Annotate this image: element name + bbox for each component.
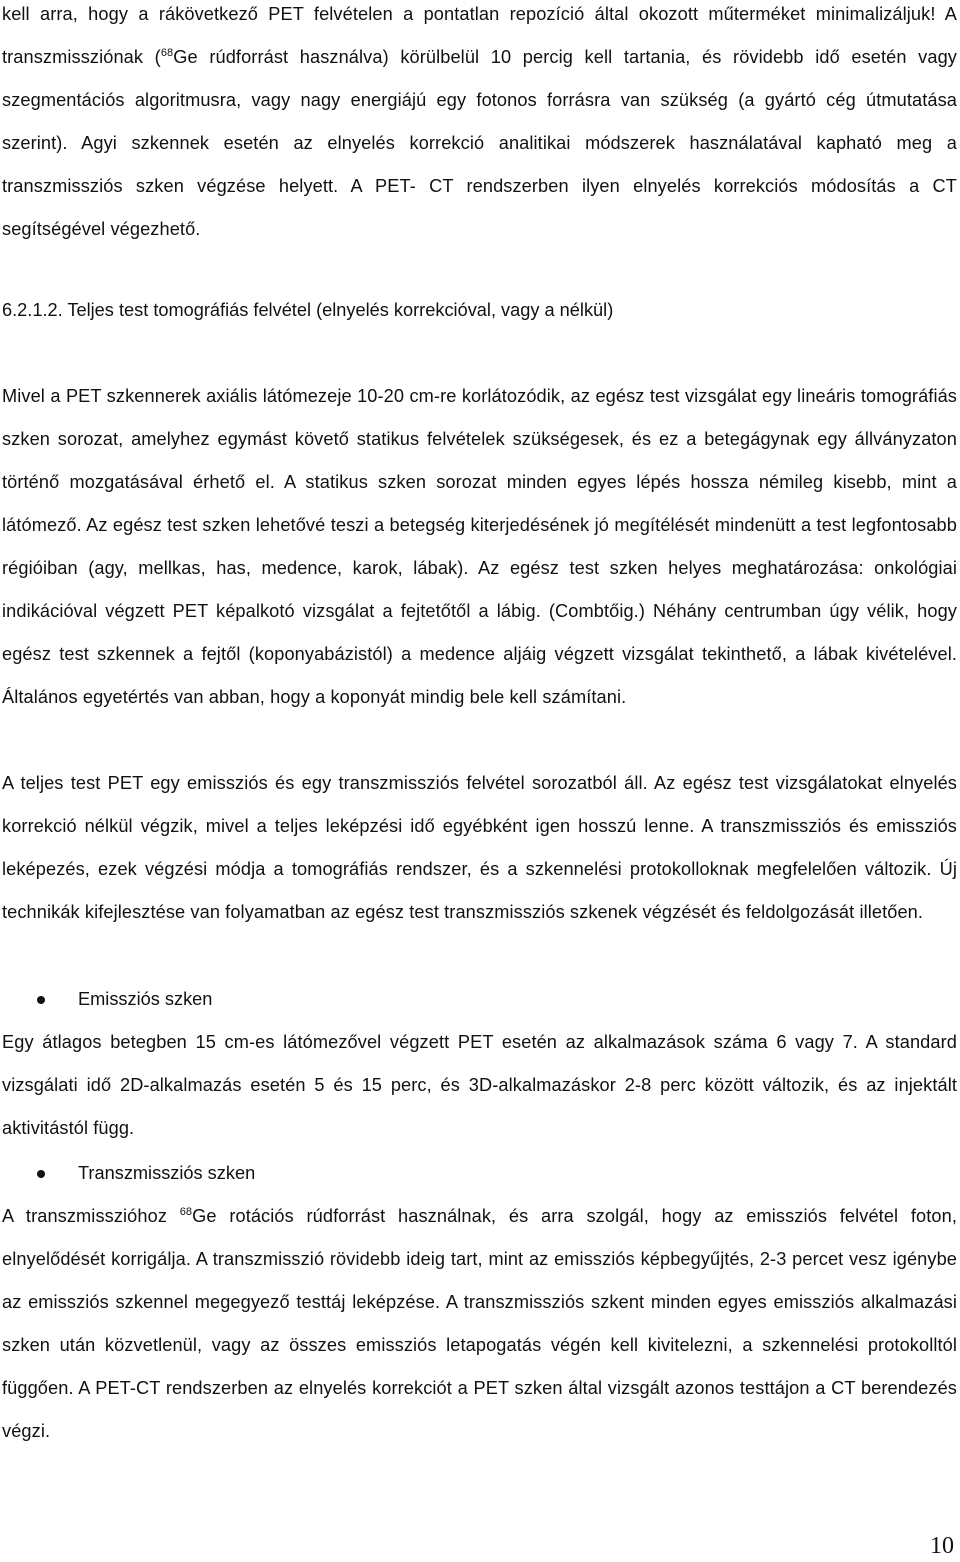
page-number: 10 [930, 1533, 954, 1559]
bullet-icon [37, 996, 45, 1004]
bullet-icon [37, 1170, 45, 1178]
bullet-label: Emissziós szken [78, 989, 213, 1009]
intro-text-2: Ge rúdforrást használva) körülbelül 10 percig kell tartania, és rövidebb idő esetén vagy szegmentációs algoritmusra, vagy nagy energiájú egy fotonos forrásra van szükség (a gyártó cég útmutatása szerint). Agyi szkennek esetén az elnyelés korrekció analitikai módszerek használatával kapható meg a transzmissziós szken végzése helyett. A PET- CT rendszerben ilyen elnyelés korrekciós módosítás a CT segítségével végezhető. [2, 47, 958, 239]
emission-transmission-paragraph: A teljes test PET egy emissziós és egy transzmissziós felvétel sorozatból áll. Az egész test vizsgálatokat elnyelés korrekció nélkül végzik, mivel a teljes leképzési idő egyébként igen hosszú lenne. A transzmissziós és emissziós leképezés, ezek végzési módja a tomográfiás rendszer, és a szkennelési protokolloknak megfelelően változik. Új technikák kifejlesztése van folyamatban az egész test transzmissziós szkenek végzését és feldolgozását illetően. [2, 773, 957, 922]
section-heading: 6.2.1.2. Teljes test tomográfiás felvétel (elnyelés korrekcióval, vagy a nélkül) [2, 300, 614, 320]
transmission-text-1: A transzmisszióhoz [2, 1206, 180, 1226]
transmission-text-2: Ge rotációs rúdforrást használnak, és arra szolgál, hogy az emissziós felvétel foton, elnyelődését korrigálja. A transzmisszió rövidebb ideig tart, mint az emissziós képbegyűjtés, 2-3 percet vesz igénybe az emissziós szkennel megegyező testtáj leképzése. A transzmissziós szkent minden egyes emissziós alkalmazási szken után közvetlenül, vagy az összes emissziós letapogatás végén kell kivitelezni, a szkennelési protokolltól függően. A PET-CT rendszerben az elnyelés korrekciót a PET szken által vizsgált azonos testtájon a CT berendezés végzi. [2, 1206, 957, 1441]
intro-paragraph [2, 0, 957, 251]
intro-superscript: 68 [160, 46, 174, 59]
transmission-superscript: 68 [179, 1205, 193, 1218]
transmission-paragraph [2, 1195, 957, 1453]
bullet-label: Transzmissziós szken [78, 1163, 256, 1183]
emission-paragraph: Egy átlagos betegben 15 cm-es látómezővel végzett PET esetén az alkalmazások száma 6 vagy 7. A standard vizsgálati idő 2D-alkalmazás esetén 5 és 15 perc, és 3D-alkalmazáskor 2-8 perc között változik, és az injektált aktivitástól függ. [2, 1032, 957, 1138]
whole-body-paragraph: Mivel a PET szkennerek axiális látómezeje 10-20 cm-re korlátozódik, az egész test vizsgálat egy lineáris tomográfiás szken sorozat, amelyhez egymást követő statikus felvételek szükségesek, és ez a betegágynak egy állványzaton történő mozgatásával érhető el. A statikus szken sorozat minden egyes lépés hossza némileg kisebb, mint a látómező. Az egész test szken lehetővé teszi a betegség kiterjedésének jó megítélését mindenütt a test legfontosabb régióiban (agy, mellkas, has, medence, karok, lábak). Az egész test szken helyes meghatározása: onkológiai indikációval végzett PET képalkotó vizsgálat a fejtetőtől a lábig. (Combtőig.) Néhány centrumban úgy vélik, hogy egész test szkennek a fejtől (koponyabázistól) a medence aljáig végzett vizsgálat tekinthető, a lábak kivételével. Általános egyetértés van abban, hogy a koponyát mindig bele kell számítani. [2, 386, 957, 707]
intro-text-1: kell arra, hogy a rákövetkező PET felvételen a pontatlan repozíció által okozott műterméket minimalizáljuk! A transzmissziónak ( [2, 4, 957, 67]
